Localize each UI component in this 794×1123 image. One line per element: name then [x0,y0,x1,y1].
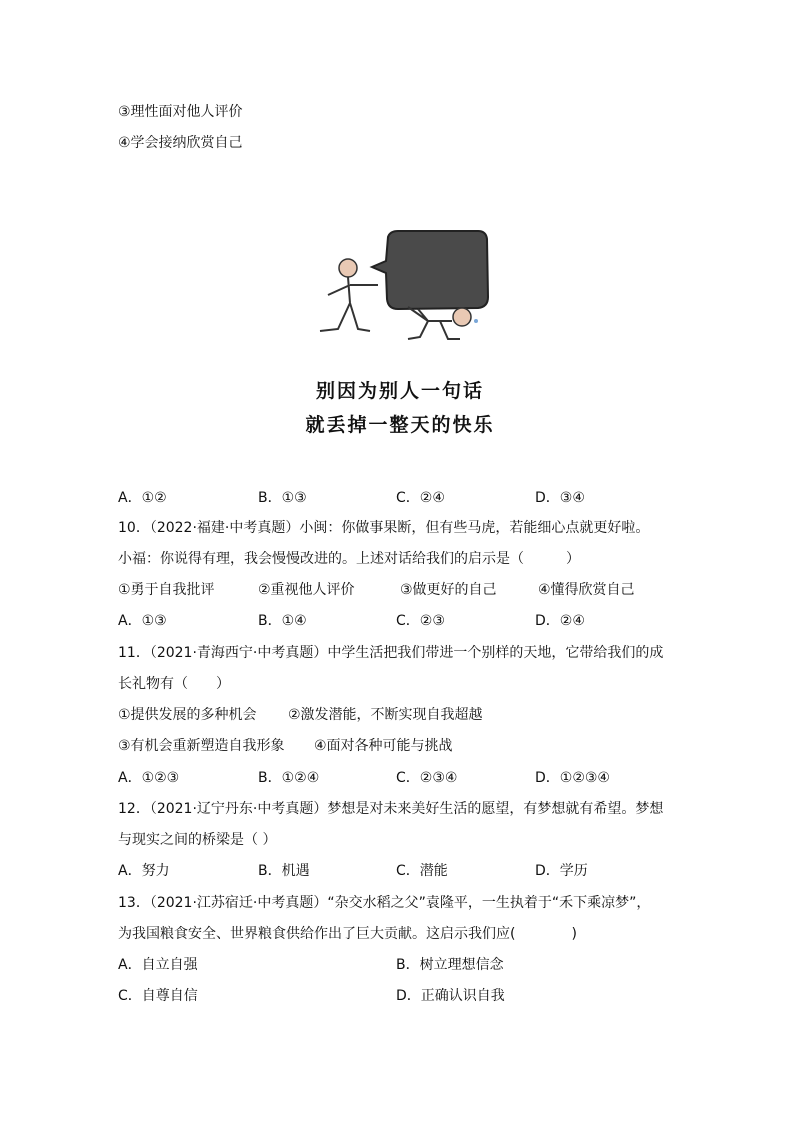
q10-options [118,611,678,631]
q12-stem-1: 12．（2021·辽宁丹东·中考真题）梦想是对未来美好生活的愿望，有梦想就有希望。梦想 [118,801,664,817]
q10-items [118,580,678,600]
q10-item-1: ①勇于自我批评 [118,582,215,598]
q9-option-c[interactable]: C．②④ [396,490,445,506]
q10-option-b[interactable]: B．①④ [258,613,307,629]
q11-option-d[interactable]: D．①②③④ [535,770,610,786]
q12-option-c[interactable]: C．潜能 [396,863,448,879]
q10-stem-1: 10．（2022·福建·中考真题）小闽：你做事果断，但有些马虎，若能细心点就更好啦。 [118,520,650,536]
q11-item-1: ①提供发展的多种机会 [118,707,257,723]
q13-option-c[interactable]: C．自尊自信 [118,988,198,1004]
q9-option-d[interactable]: D．③④ [535,490,585,506]
q13-option-b[interactable]: B．树立理想信念 [396,957,504,973]
q11-options [118,768,678,788]
q10-option-c[interactable]: C．②③ [396,613,445,629]
pre-item-4: ④学会接纳欣赏自己 [118,135,243,151]
q12-option-b[interactable]: B．机遇 [258,863,310,879]
q12-option-d[interactable]: D．学历 [535,863,588,879]
q11-stem-1: 11．（2021·青海西宁·中考真题）中学生活把我们带进一个别样的天地，它带给我们的成 [118,645,664,661]
caption-line-1: 别因为别人一句话 [315,380,484,402]
q11-items-row2 [118,736,678,756]
q13-option-a[interactable]: A．自立自强 [118,957,198,973]
q13-option-d[interactable]: D．正确认识自我 [396,988,505,1004]
q11-option-c[interactable]: C．②③④ [396,770,458,786]
q10-option-a[interactable]: A．①③ [118,613,167,629]
q9-option-a[interactable]: A．①② [118,490,167,506]
caption-line-2: 就丢掉一整天的快乐 [305,414,495,436]
q11-option-a[interactable]: A．①②③ [118,770,180,786]
q13-options-row2 [118,986,678,1006]
q11-item-4: ④面对各种可能与挑战 [314,738,453,754]
q13-stem-1: 13．（2021·江苏宿迁·中考真题）“杂交水稻之父”袁隆平，一生执着于“禾下乘凉梦”， [118,895,651,911]
q9-options [118,488,678,508]
cartoon-illustration [300,225,510,350]
q12-option-a[interactable]: A．努力 [118,863,170,879]
q12-options [118,861,678,881]
pre-item-3: ③理性面对他人评价 [118,104,243,120]
q11-option-b[interactable]: B．①②④ [258,770,320,786]
q11-item-3: ③有机会重新塑造自我形象 [118,738,285,754]
q10-item-4: ④懂得欣赏自己 [538,582,635,598]
q10-option-d[interactable]: D．②④ [535,613,585,629]
q10-stem-2: 小福：你说得有理，我会慢慢改进的。上述对话给我们的启示是（ ） [118,551,580,567]
q13-options-row1 [118,955,678,975]
q12-stem-2: 与现实之间的桥梁是（ ） [118,832,277,848]
q10-item-2: ②重视他人评价 [258,582,355,598]
q11-item-2: ②激发潜能，不断实现自我超越 [288,707,483,723]
q10-item-3: ③做更好的自己 [400,582,497,598]
q11-stem-2: 长礼物有（ ） [118,676,230,692]
q11-items-row1 [118,705,678,725]
q9-option-b[interactable]: B．①③ [258,490,307,506]
q13-stem-2: 为我国粮食安全、世界粮食供给作出了巨大贡献。这启示我们应( ) [118,926,577,942]
